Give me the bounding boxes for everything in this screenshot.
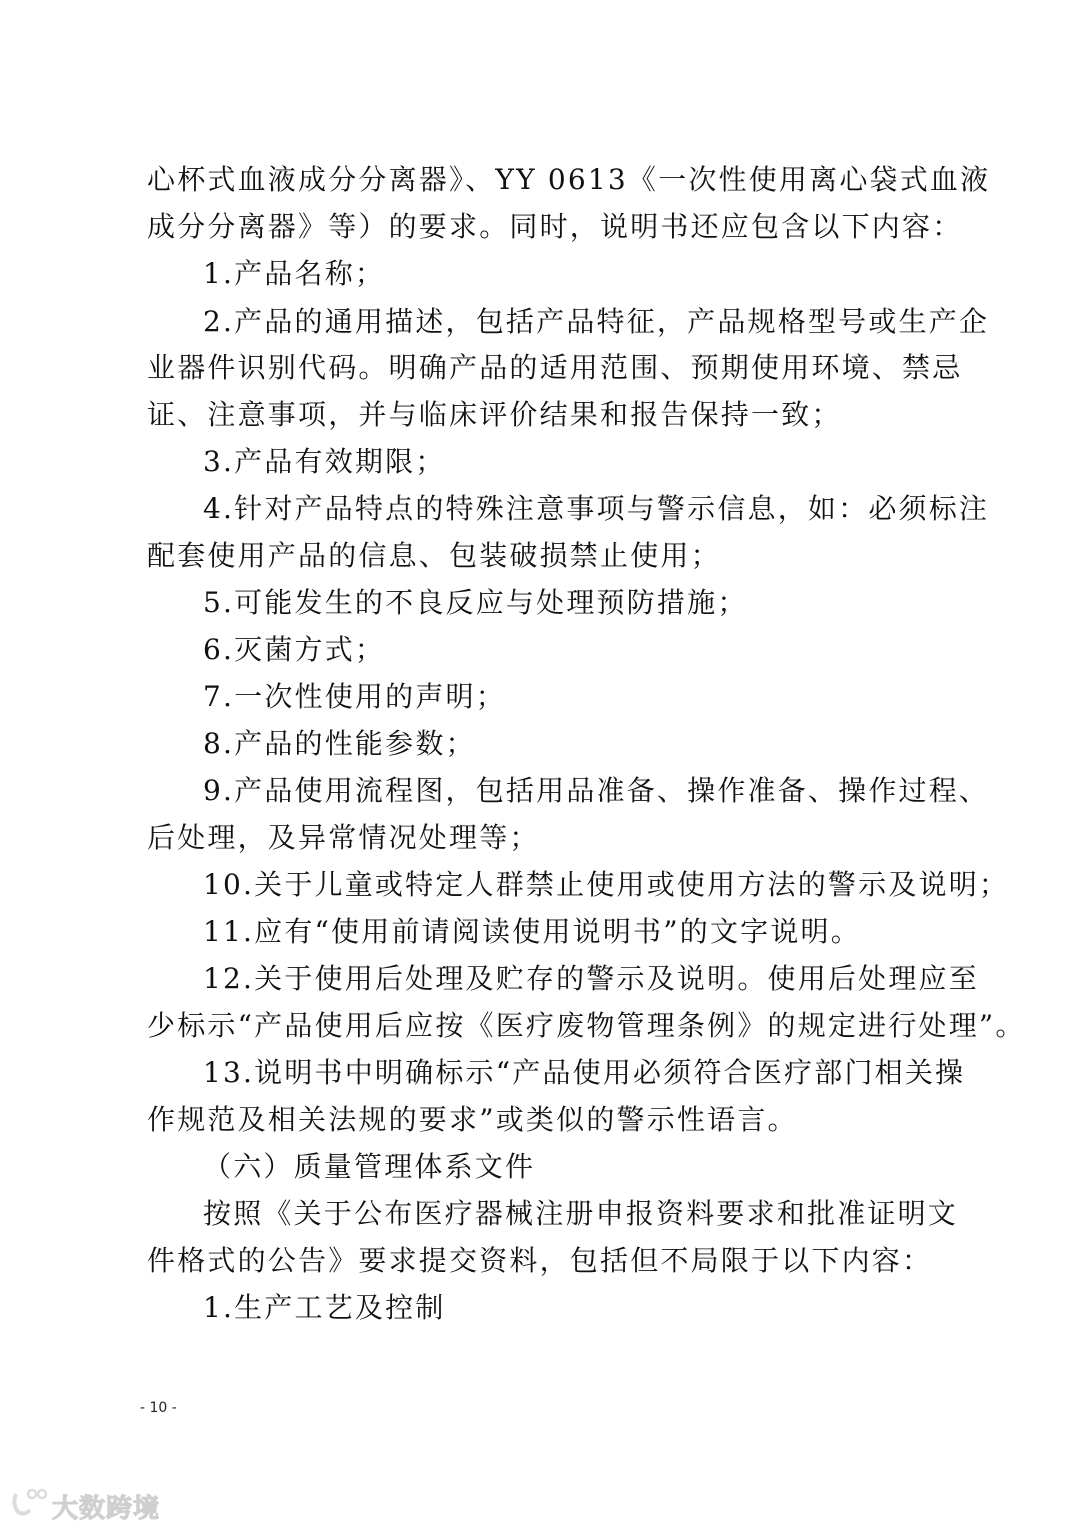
list-item: 5.可能发生的不良反应与处理预防措施； — [203, 586, 748, 619]
list-item: 4.针对产品特点的特殊注意事项与警示信息，如：必须标注 — [203, 492, 990, 525]
text-line: 作规范及相关法规的要求”或类似的警示性语言。 — [147, 1103, 798, 1136]
list-item: 3.产品有效期限； — [203, 445, 446, 478]
list-item: 1.生产工艺及控制 — [203, 1291, 446, 1324]
text-line: 配套使用产品的信息、包装破损禁止使用； — [147, 539, 721, 572]
list-item: 6.灭菌方式； — [203, 633, 386, 666]
list-item: 12.关于使用后处理及贮存的警示及说明。使用后处理应至 — [203, 962, 979, 995]
list-item: 8.产品的性能参数； — [203, 727, 476, 760]
section-heading: （六）质量管理体系文件 — [203, 1150, 536, 1183]
list-item: 7.一次性使用的声明； — [203, 680, 506, 713]
text-line: 心杯式血液成分分离器》、YY 0613《一次性使用离心袋式血液 — [147, 163, 991, 196]
text-line: 件格式的公告》要求提交资料，包括但不局限于以下内容： — [147, 1244, 933, 1277]
text-line: 按照《关于公布医疗器械注册申报资料要求和批准证明文 — [203, 1197, 959, 1230]
list-item: 11.应有“使用前请阅读使用说明书”的文字说明。 — [203, 915, 861, 948]
watermark-text: 大数跨境 — [52, 1494, 161, 1524]
list-item: 2.产品的通用描述，包括产品特征，产品规格型号或生产企 — [203, 305, 990, 338]
list-item: 13.说明书中明确标示“产品使用必须符合医疗部门相关操 — [203, 1056, 966, 1089]
watermark-logo-icon — [10, 1486, 50, 1518]
text-line: 少标示“产品使用后应按《医疗废物管理条例》的规定进行处理”。 — [147, 1009, 1026, 1042]
list-item: 9.产品使用流程图，包括用品准备、操作准备、操作过程、 — [203, 774, 990, 807]
text-line: 成分分离器》等）的要求。同时，说明书还应包含以下内容： — [147, 210, 963, 243]
list-item: 1.产品名称； — [203, 257, 386, 290]
text-line: 业器件识别代码。明确产品的适用范围、预期使用环境、禁忌 — [147, 351, 963, 384]
text-line: 证、注意事项，并与临床评价结果和报告保持一致； — [147, 398, 842, 431]
page-number: - 10 - — [140, 1400, 177, 1416]
text-line: 后处理，及异常情况处理等； — [147, 821, 540, 854]
list-item: 10.关于儿童或特定人群禁止使用或使用方法的警示及说明； — [203, 868, 1010, 901]
